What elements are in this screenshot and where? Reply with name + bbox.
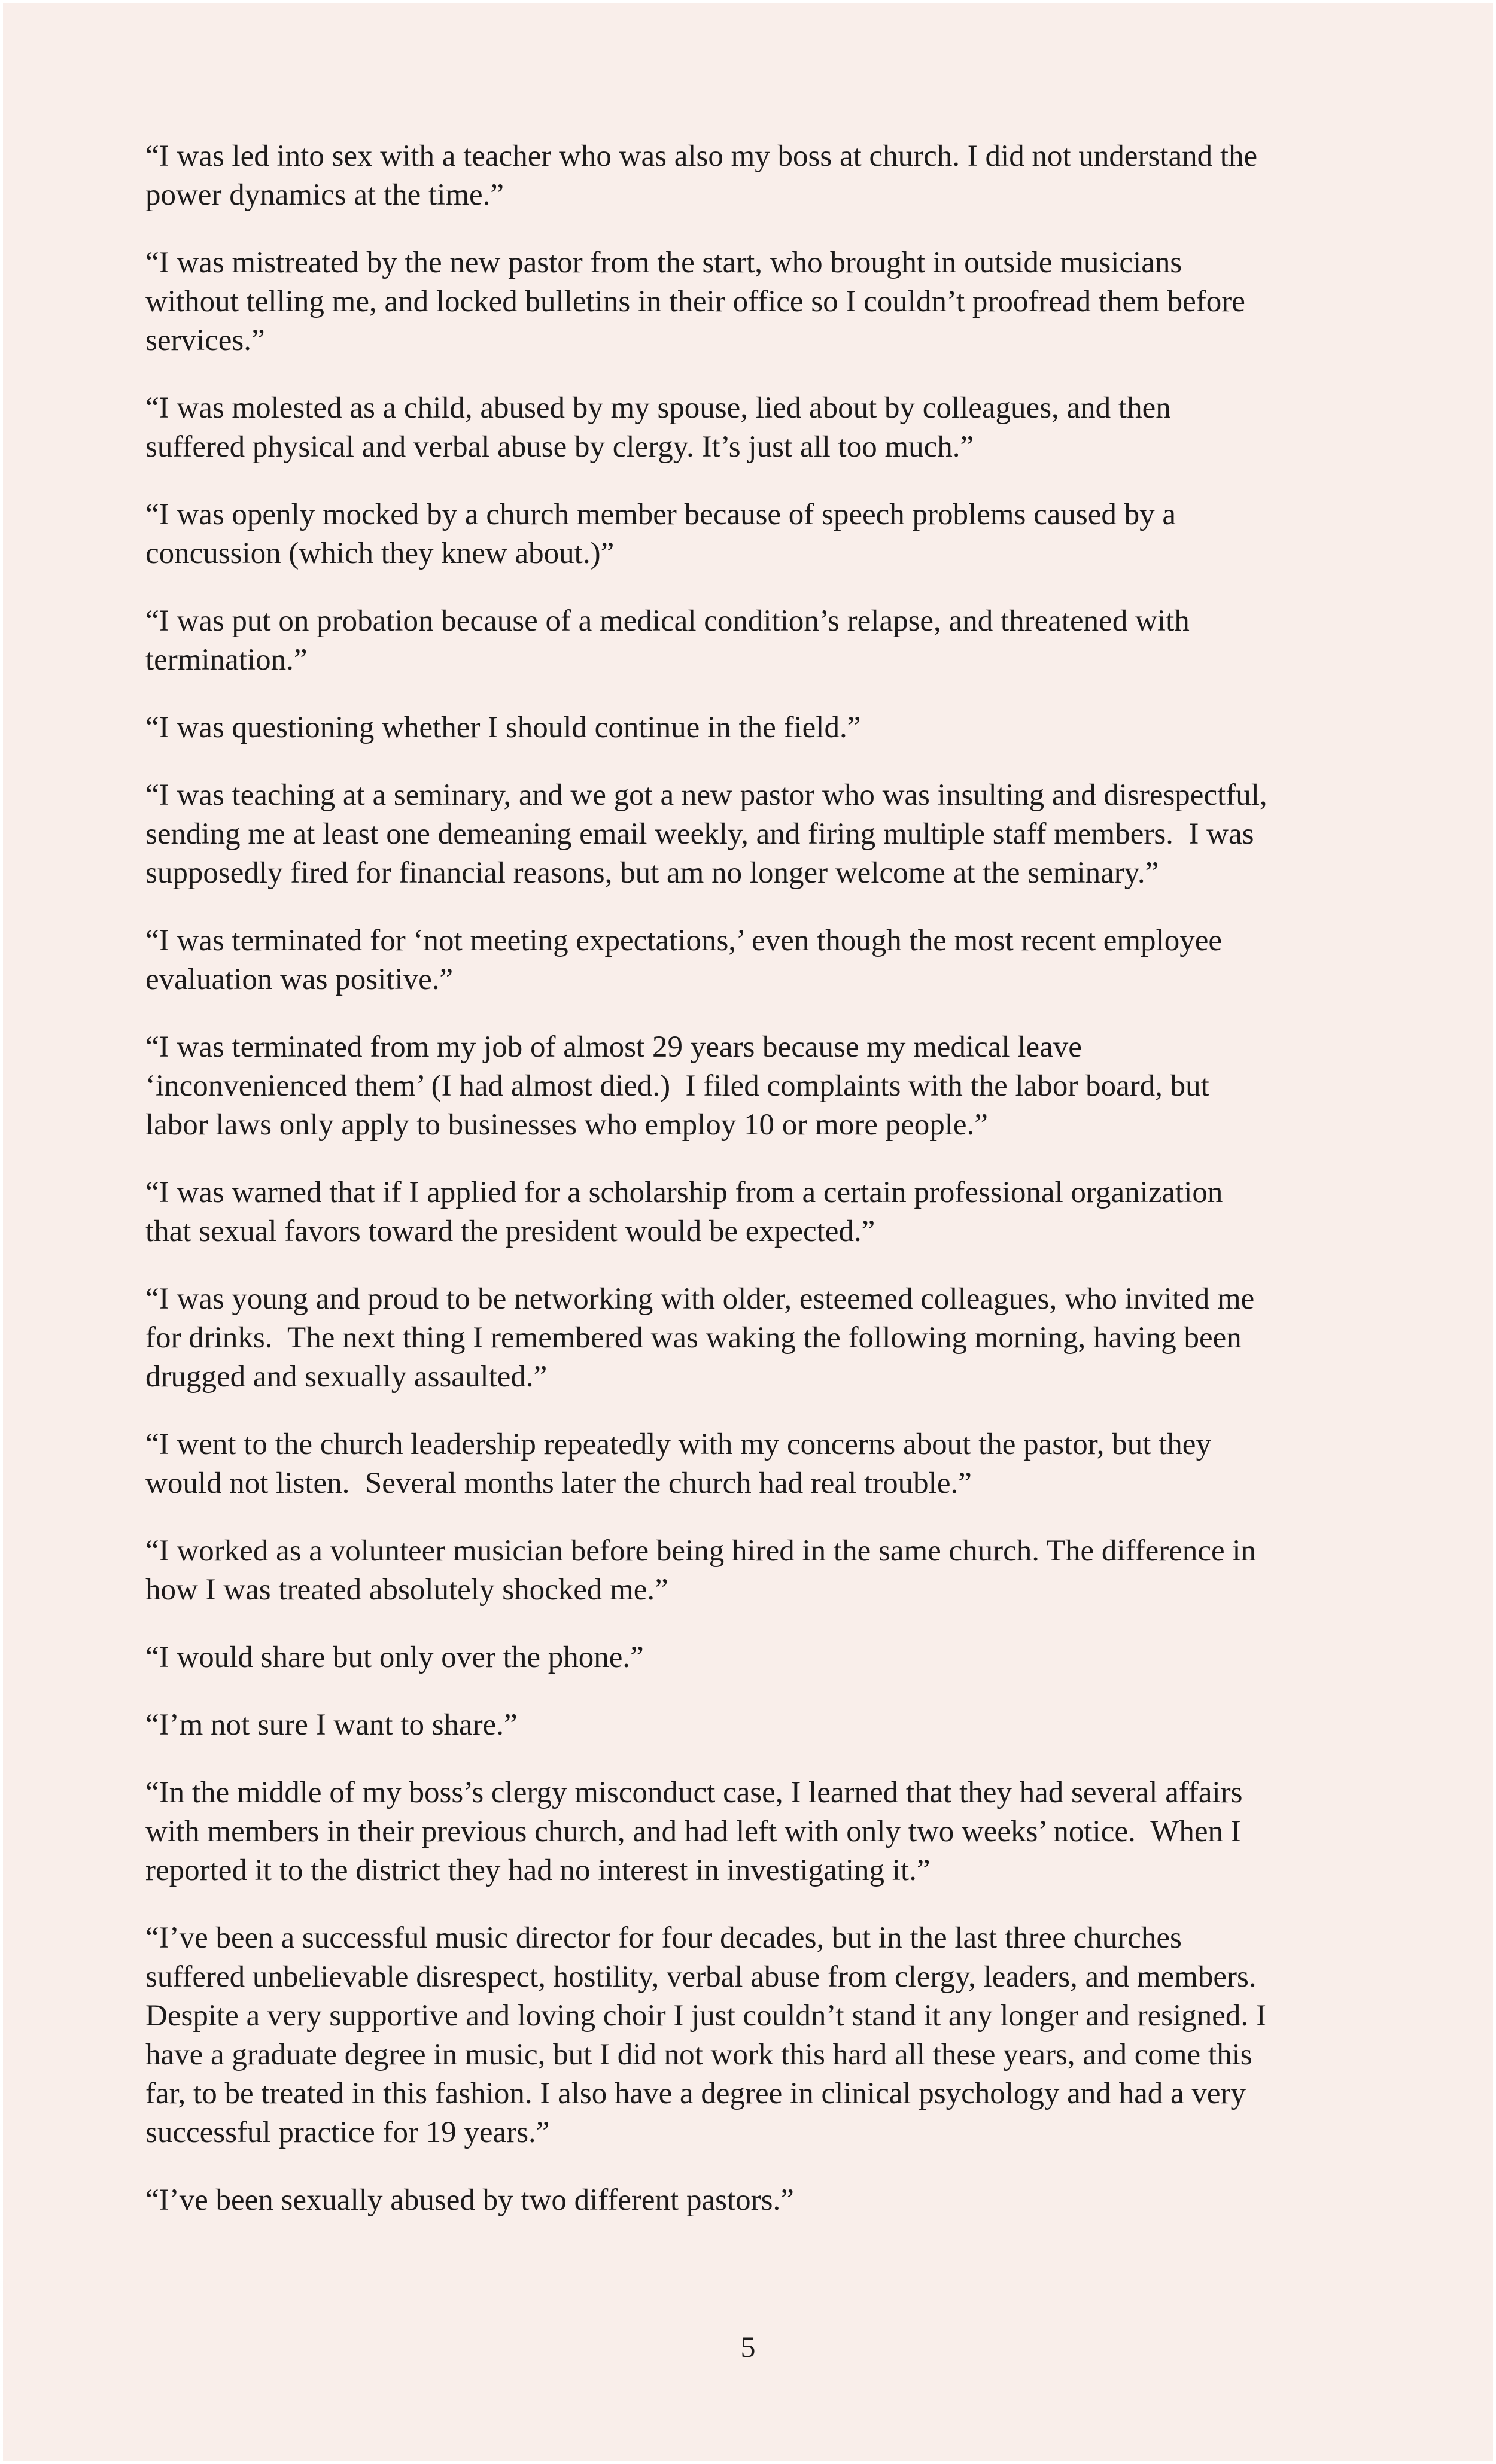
- quote-paragraph: “I was openly mocked by a church member because of speech problems caused by a concussion (which they knew about.)”: [145, 498, 1176, 570]
- quote-paragraph: “I was young and proud to be networking with older, esteemed colleagues, who invited me for drinks. The next thing I remembered was waking the following morning, having been drugged and sexually assaulted.”: [145, 1282, 1255, 1394]
- quote-paragraph: “I’ve been sexually abused by two different pastors.”: [145, 2183, 794, 2217]
- quote-paragraph: “I went to the church leadership repeatedly with my concerns about the pastor, but they would not listen. Several months later the church had real trouble.”: [145, 1428, 1211, 1500]
- quote-paragraph: “I was warned that if I applied for a scholarship from a certain professional organization that sexual favors toward the president would be expected.”: [145, 1176, 1223, 1248]
- quote-paragraph: “I was mistreated by the new pastor from the start, who brought in outside musicians without telling me, and locked bulletins in their office so I couldn’t proofread them before services.”: [145, 246, 1245, 357]
- quote-paragraph: “I was questioning whether I should continue in the field.”: [145, 711, 861, 744]
- quote-paragraph: “I was molested as a child, abused by my spouse, lied about by colleagues, and then suffered physical and verbal abuse by clergy. It’s just all too much.”: [145, 391, 1171, 464]
- document-page: [3, 3, 1493, 2461]
- quote-paragraph: “I worked as a volunteer musician before being hired in the same church. The difference in how I was treated absolutely shocked me.”: [145, 1534, 1257, 1607]
- quote-paragraph: “I was terminated for ‘not meeting expectations,’ even though the most recent employee evaluation was positive.”: [145, 924, 1222, 996]
- quote-paragraph: “I was teaching at a seminary, and we got a new pastor who was insulting and disrespectful, sending me at least one demeaning email weekly, and firing multiple staff members. I was supposedly fired for financial reasons, but am no longer welcome at the seminary.”: [145, 778, 1267, 890]
- quote-paragraph: “I’m not sure I want to share.”: [145, 1708, 518, 1742]
- quote-paragraph: “I would share but only over the phone.”: [145, 1641, 644, 1674]
- quote-paragraph: “I was put on probation because of a medical condition’s relapse, and threatened with termination.”: [145, 604, 1190, 677]
- quote-paragraph: “I was terminated from my job of almost 29 years because my medical leave ‘inconvenienced them’ (I had almost died.) I filed complaints with the labor board, but labor laws only apply to businesses who employ 10 or more people.”: [145, 1030, 1209, 1142]
- quote-paragraph: “In the middle of my boss’s clergy misconduct case, I learned that they had several affairs with members in their previous church, and had left with only two weeks’ notice. When I reported it to the district they had no interest in investigating it.”: [145, 1776, 1243, 1887]
- quote-paragraph: “I’ve been a successful music director for four decades, but in the last three churches suffered unbelievable disrespect, hostility, verbal abuse from clergy, leaders, and members. Despite a very supportive and loving choir I just couldn’t stand it any longer and resigned. I have a graduate degree in music, but I did not work this hard all these years, and come this far, to be treated in this fashion. I also have a degree in clinical psychology and had a very successful practice for 19 years.”: [145, 1921, 1266, 2149]
- quote-paragraph: “I was led into sex with a teacher who was also my boss at church. I did not understand the power dynamics at the time.”: [145, 139, 1258, 212]
- page-number: 5: [740, 2330, 756, 2363]
- quote-list: [145, 137, 1360, 2249]
